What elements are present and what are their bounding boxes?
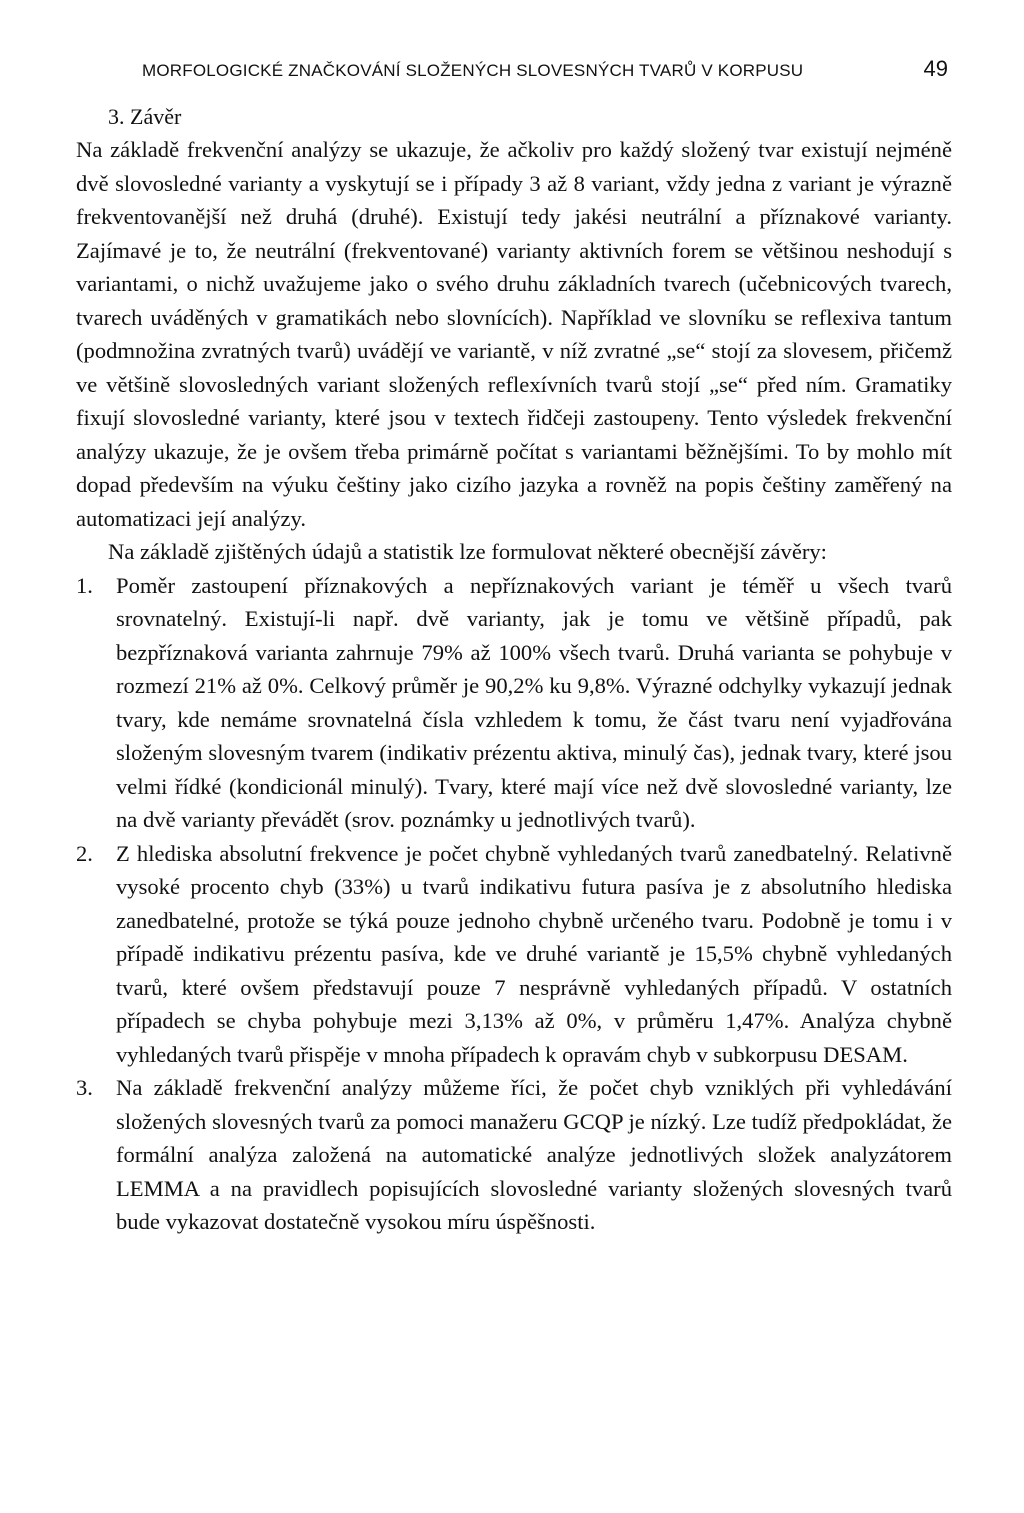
running-title: MORFOLOGICKÉ ZNAČKOVÁNÍ SLOŽENÝCH SLOVESNÝCH TVARŮ V KORPUSU (142, 61, 804, 80)
conclusion-paragraph: Na základě frekvenční analýzy se ukazuje, že ačkoliv pro každý složený tvar existují nejméně dvě slovosledné varianty a vyskytují se i případy 3 až 8 variant, vždy jedna z variant je výrazně frekventovanější než druhá (druhé). Existují tedy jakési neutrální a příznakové varianty. Zajímavé je to, že neutrální (frekventované) varianty aktivních forem se většinou neshodují s variantami, o nichž uvažujeme jako o svého druhu základních tvarech (učebnicových tvarech, tvarech uváděných v gramatikách nebo slovnících). Například ve slovníku se reflexiva tantum (podmnožina zvratných tvarů) uvádějí ve variantě, v níž zvratné „se“ stojí za slovesem, přičemž ve většině slovosledných variant složených reflexívních tvarů stojí „se“ před ním. Gramatiky fixují slovosledné varianty, které jsou v textech řidčeji zastoupeny. Tento výsledek frekvenční analýzy ukazuje, že je ovšem třeba primárně počítat s variantami běžnějšími. To by mohlo mít dopad především na výuku češtiny jako cizího jazyka a rovněž na popis češtiny zaměřený na automatizaci její analýzy. (76, 137, 952, 531)
list-item-number: 3. (76, 1075, 93, 1100)
page-number: 49 (923, 56, 948, 81)
list-item-text: Na základě frekvenční analýzy můžeme říci, že počet chyb vzniklých při vyhledávání složených slovesných tvarů za pomoci manažeru GCQP je nízký. Lze tudíž předpokládat, že formální analýza založená na automatické analýze jednotlivých složek analyzátorem LEMMA a na pravidlech popisujících slovosledné varianty složených slovesných tvarů bude vykazovat dostatečně vysokou míru úspěšnosti. (116, 1075, 952, 1234)
list-item-text: Z hlediska absolutní frekvence je počet chybně vyhledaných tvarů zanedbatelný. Relativně vysoké procento chyb (33%) u tvarů indikativu futura pasíva je z absolutního hlediska zanedbatelné, protože se týká pouze jednoho chybně určeného tvaru. Podobně je tomu i v případě indikativu prézentu pasíva, kde ve druhé variantě je 15,5% chybně vyhledaných tvarů, které ovšem představují pouze 7 nesprávně vyhledaných případů. V ostatních případech se chyba pohybuje mezi 3,13% až 0%, v průměru 1,47%. Analýza chybně vyhledaných tvarů přispěje v mnoha případech k opravám chyb v subkorpusu DESAM. (116, 840, 952, 1067)
list-item (76, 1071, 952, 1239)
list-item-text: Poměr zastoupení příznakových a nepříznakových variant je téměř u všech tvarů srovnatelný. Existují-li např. dvě varianty, jak je tomu ve většině případů, pak bezpříznaková varianta zahrnuje 79% až 100% všech tvarů. Druhá varianta se pohybuje v rozmezí 21% až 0%. Celkový průměr je 90,2% ku 9,8%. Výrazné odchylky vykazují jednak tvary, kde nemáme srovnatelná čísla vzhledem k tomu, že část tvaru není vyjadřována složeným slovesným tvarem (indikativ prézentu aktiva, minulý čas), jednak tvary, které jsou velmi řídké (kondicionál minulý). Tvary, které mají více než dvě slovosledné varianty, lze na dvě varianty převádět (srov. poznámky u jednotlivých tvarů). (116, 572, 952, 832)
list-item-number: 2. (76, 840, 93, 866)
list-item (76, 837, 952, 1072)
conclusions-list (76, 569, 952, 1239)
conclusions-intro: Na základě zjištěných údajů a statistik lze formulovat některé obecnější závěry: (108, 539, 827, 564)
list-item-number: 1. (76, 572, 93, 598)
list-item (76, 569, 952, 837)
book-page (76, 56, 952, 1239)
running-head (76, 56, 952, 82)
section-heading: 3. Závěr (108, 104, 182, 129)
